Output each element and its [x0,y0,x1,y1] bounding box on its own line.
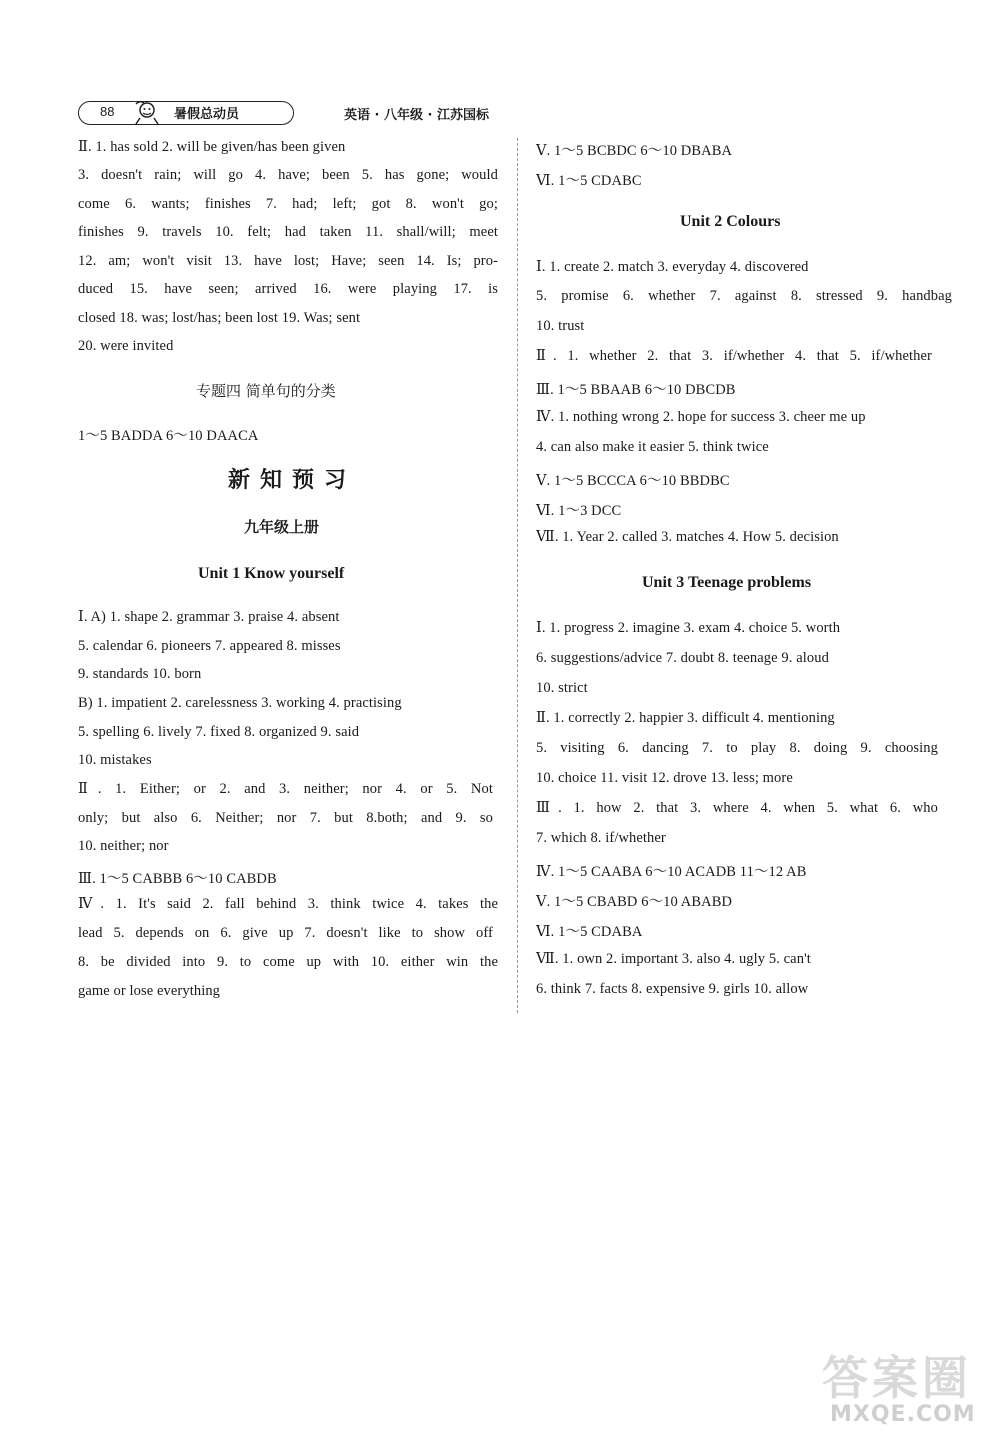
answer-line: Ⅲ. 1. how 2. that 3. where 4. when 5. what 6. who [536,800,938,816]
site-watermark [812,1340,992,1432]
answer-line: Ⅲ. 1～5 BBAAB 6～10 DBCDB [536,382,736,398]
answer-line: Ⅵ. 1～5 CDABC [536,173,642,189]
answer-line: closed 18. was; lost/has; been lost 19. Was; sent [78,310,361,326]
answer-line: 20. were invited [78,338,174,354]
answer-line: Ⅳ. 1～5 CAABA 6～10 ACADB 11～12 AB [536,864,807,880]
answer-line: game or lose everything [78,983,221,999]
answer-line: Ⅴ. 1～5 BCBDC 6～10 DBABA [536,143,733,159]
answer-line: Ⅶ. 1. own 2. important 3. also 4. ugly 5. can't [536,951,811,967]
answer-line: duced 15. have seen; arrived 16. were playing 17. is [78,281,498,297]
answer-line: 10. neither; nor [78,838,169,854]
answer-line: Ⅵ. 1～5 CDABA [536,924,643,940]
answer-line: Ⅰ. 1. progress 2. imagine 3. exam 4. choice 5. worth [536,620,841,636]
answer-line: 1～5 BADDA 6～10 DAACA [78,428,259,444]
answer-line: Ⅴ. 1～5 BCCCA 6～10 BBDBC [536,473,730,489]
mascot-icon [130,98,164,126]
answer-line: come 6. wants; finishes 7. had; left; got 8. won't go; [78,196,498,212]
answer-line: Ⅱ. 1. Either; or 2. and 3. neither; nor 4. or 5. Not [78,781,493,797]
answer-line: Ⅱ. 1. correctly 2. happier 3. difficult 4. mentioning [536,710,835,726]
answer-line: Ⅲ. 1～5 CABBB 6～10 CABDB [78,871,277,887]
answer-line: Ⅵ. 1～3 DCC [536,503,622,519]
series-title: 暑假总动员 [174,107,240,122]
grade-title: 九年级上册 [244,518,320,536]
topic4-title: 专题四 简单句的分类 [196,382,336,400]
column-divider [517,138,518,1013]
unit3-title: Unit 3 Teenage problems [642,574,812,591]
answer-line: 10. mistakes [78,752,152,768]
unit1-title: Unit 1 Know yourself [198,565,345,582]
page-number: 88 [100,104,115,119]
answer-line: Ⅱ. 1. whether 2. that 3. if/whether 4. that 5. if/whether [536,348,932,364]
answer-line: 10. strict [536,680,588,696]
answer-line: B) 1. impatient 2. carelessness 3. working 4. practising [78,695,402,711]
answer-line: 7. which 8. if/whether [536,830,666,846]
preview-title: 新知预习 [228,468,357,493]
answer-line: 12. am; won't visit 13. have lost; Have; seen 14. Is; pro- [78,253,498,269]
answer-line: Ⅱ. 1. has sold 2. will be given/has been given [78,139,346,155]
subject-label: 英语 · 八年级 · 江苏国标 [344,108,489,123]
answer-line: 6. think 7. facts 8. expensive 9. girls 10. allow [536,981,809,997]
answer-line: finishes 9. travels 10. felt; had taken 11. shall/will; meet [78,224,498,240]
answer-line: 8. be divided into 9. to come up with 10. either win the [78,954,498,970]
answer-line: Ⅶ. 1. Year 2. called 3. matches 4. How 5. decision [536,529,839,545]
answer-line: Ⅰ. A) 1. shape 2. grammar 3. praise 4. absent [78,609,340,625]
answer-line: 5. promise 6. whether 7. against 8. stressed 9. handbag [536,288,952,304]
answer-line: 3. doesn't rain; will go 4. have; been 5. has gone; would [78,167,498,183]
answer-line: 5. visiting 6. dancing 7. to play 8. doing 9. choosing [536,740,938,756]
answer-line: lead 5. depends on 6. give up 7. doesn't like to show off [78,925,493,941]
answer-line: 5. calendar 6. pioneers 7. appeared 8. misses [78,638,341,654]
answer-line: Ⅳ. 1. nothing wrong 2. hope for success 3. cheer me up [536,409,866,425]
watermark-logo: 答案圈 [822,1351,972,1405]
unit2-title: Unit 2 Colours [680,213,781,230]
answer-line: 4. can also make it easier 5. think twice [536,439,769,455]
answer-line: Ⅴ. 1～5 CBABD 6～10 ABABD [536,894,733,910]
answer-line: 10. choice 11. visit 12. drove 13. less; more [536,770,793,786]
watermark-url: MXQE.COM [830,1402,976,1427]
answer-line: 6. suggestions/advice 7. doubt 8. teenage 9. aloud [536,650,829,666]
answer-line: 10. trust [536,318,585,334]
answer-line: 5. spelling 6. lively 7. fixed 8. organized 9. said [78,724,360,740]
page-header [78,98,538,126]
answer-line: Ⅳ. 1. It's said 2. fall behind 3. think twice 4. takes the [78,896,498,912]
answer-line: Ⅰ. 1. create 2. match 3. everyday 4. discovered [536,259,809,275]
answer-line: only; but also 6. Neither; nor 7. but 8.both; and 9. so [78,810,493,826]
answer-line: 9. standards 10. born [78,666,202,682]
